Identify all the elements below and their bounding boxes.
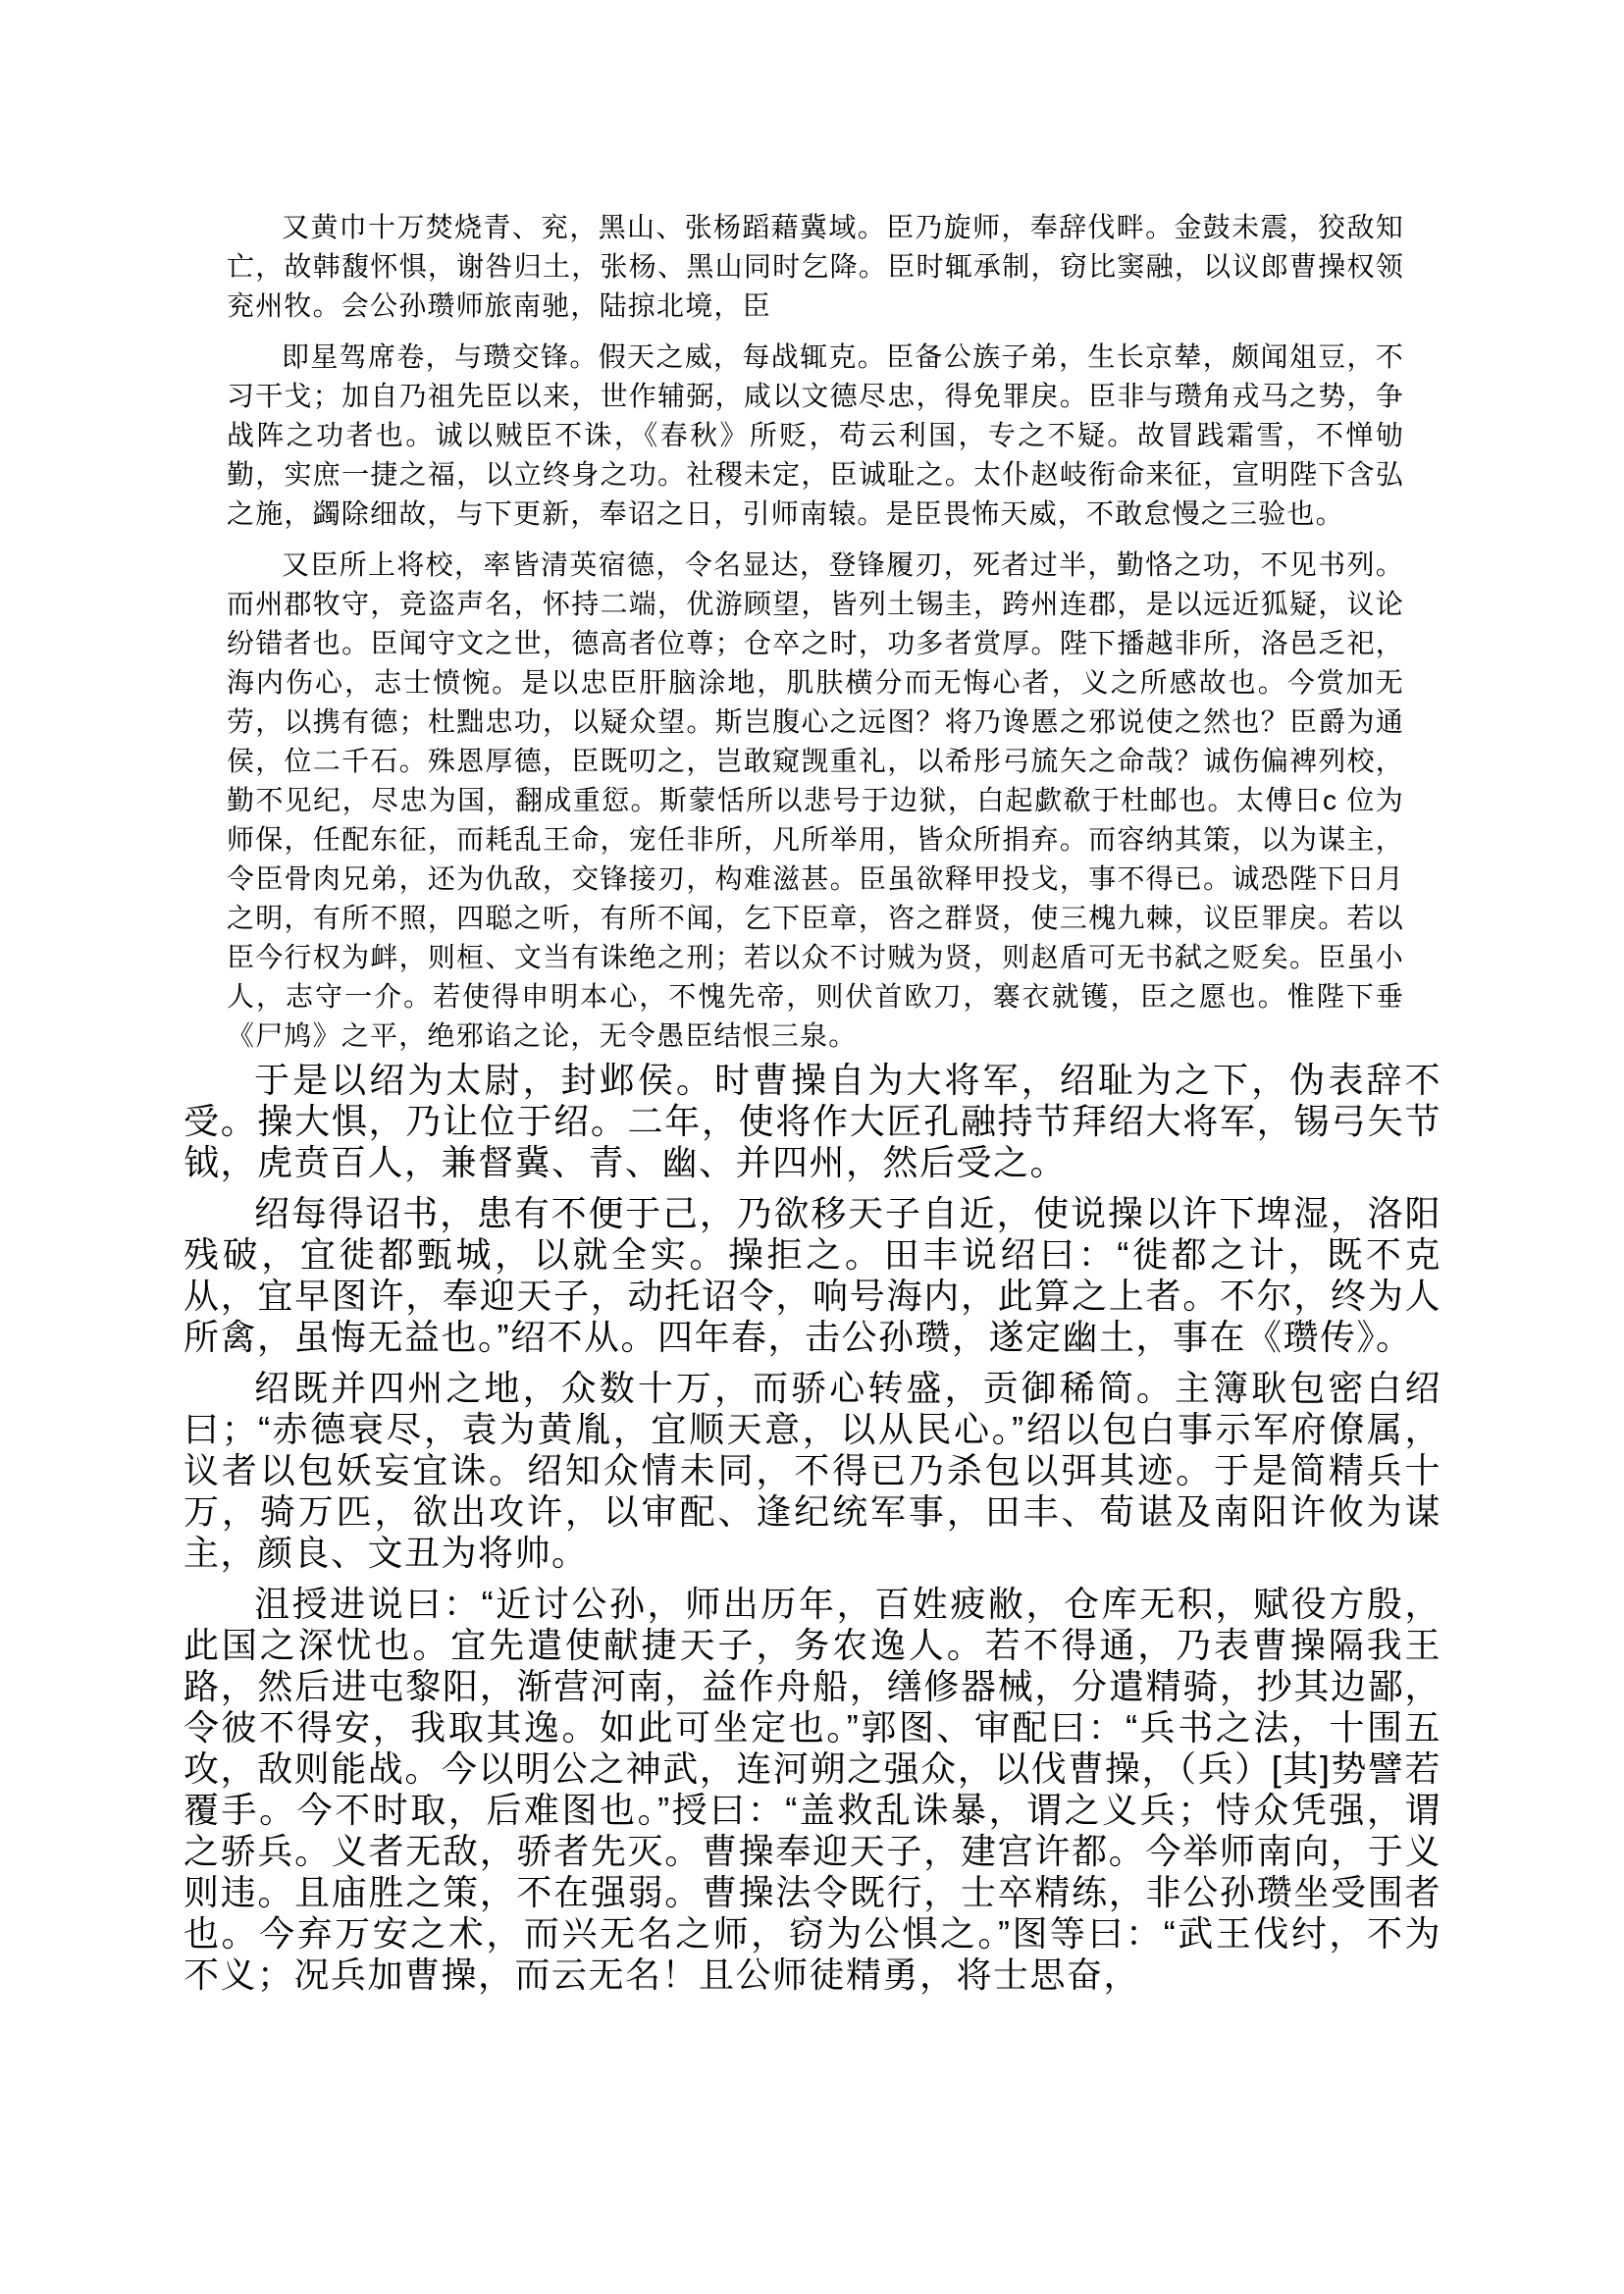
narrative-paragraph: 于是以绍为太尉，封邺侯。时曹操自为大将军，绍耻为之下，伪表辞不受。操大惧，乃让位于绍。二年，使将作大匠孔融持节拜绍大将军，锡弓矢节钺，虎贲百人，兼督冀、青、幽、并四州，然后受之。: [183, 1060, 1441, 1182]
narrative-paragraph: 沮授进说曰：“近讨公孙，师出历年，百姓疲敝，仓库无积，赋役方殷，此国之深忧也。宜先遣使献捷天子，务农逸人。若不得通，乃表曹操隔我王路，然后进屯黎阳，渐营河南，益作舟船，缮修器械，分遣精骑，抄其边鄙，令彼不得安，我取其逸。如此可坐定也。”郭图、审配曰：“兵书之法，十围五攻，敌则能战。今以明公之神武，连河朔之强众，以伐曹操，（兵）[其]势譬若覆手。今不时取，后难图也。”授曰：“盖救乱诛暴，谓之义兵；恃众凭强，谓之骄兵。义者无敌，骄者先灭。曹操奉迎天子，建宫许都。今举师南向，于义则违。且庙胜之策，不在强弱。曹操法令既行，士卒精练，非公孙瓒坐受围者也。今弃万安之术，而兴无名之师，窃为公惧之。”图等曰：“武王伐纣，不为不义；况兵加曹操，而云无名！且公师徒精勇，将士思奋，: [183, 1584, 1441, 1995]
document-content: [183, 208, 1441, 2006]
memorial-quote-paragraph: 即星驾席卷，与瓒交锋。假天之威，每战辄克。臣备公族子弟，生长京辇，颇闻俎豆，不习干戈；加自乃祖先臣以来，世作辅弼，咸以文德尽忠，得免罪戾。臣非与瓒角戎马之势，争战阵之功者也。诚以贼臣不诛，《春秋》所贬，苟云利国，专之不疑。故冒践霜雪，不惮劬勤，实庶一捷之福，以立终身之功。社稷未定，臣诚耻之。太仆赵岐衔命来征，宣明陛下含弘之施，蠲除细故，与下更新，奉诏之日，引师南辕。是臣畏怖天威，不敢怠慢之三验也。: [227, 341, 1404, 529]
narrative-paragraph: 绍既并四州之地，众数十万，而骄心转盛，贡御稀简。主簿耿包密白绍曰；“赤德衰尽，袁为黄胤，宜顺天意，以从民心。”绍以包白事示军府僚属，议者以包妖妄宜诛。绍知众情未同，不得已乃杀包以弭其迹。于是简精兵十万，骑万匹，欲出攻许，以审配、逢纪统军事，田丰、荀谌及南阳许攸为谋主，颜良、文丑为将帅。: [183, 1368, 1441, 1573]
memorial-quote-block: [227, 208, 1404, 1056]
narrative-body-block: [183, 1060, 1441, 1996]
narrative-paragraph: 绍每得诏书，患有不便于己，乃欲移天子自近，使说操以许下埤湿，洛阳残破，宜徙都甄城，以就全实。操拒之。田丰说绍曰：“徙都之计，既不克从，宜早图许，奉迎天子，动托诏令，响号海内，此算之上者。不尔，终为人所禽，虽悔无益也。”绍不从。四年春，击公孙瓒，遂定幽土，事在《瓒传》。: [183, 1193, 1441, 1357]
memorial-quote-paragraph: 又黄巾十万焚烧青、兖，黑山、张杨蹈藉冀域。臣乃旋师，奉辞伐畔。金鼓未震，狡敌知亡，故韩馥怀惧，谢咎归土，张杨、黑山同时乞降。臣时辄承制，窃比窦融，以议郎曹操权领兖州牧。会公孙瓒师旅南驰，陆掠北境，臣: [227, 212, 1404, 321]
memorial-quote-paragraph: 又臣所上将校，率皆清英宿德，令名显达，登锋履刃，死者过半，勤恪之功，不见书列。而州郡牧守，竞盗声名，怀持二端，优游顾望，皆列土锡圭，跨州连郡，是以远近狐疑，议论纷错者也。臣闻守文之世，德高者位尊；仓卒之时，功多者赏厚。陛下播越非所，洛邑乏祀，海内伤心，志士愤惋。是以忠臣肝脑涂地，肌肤横分而无悔心者，义之所感故也。今赏加无劳，以携有德；杜黜忠功，以疑众望。斯岂腹心之远图？将乃谗慝之邪说使之然也？臣爵为通侯，位二千石。殊恩厚德，臣既叨之，岂敢窥觊重礼，以希彤弓旈矢之命哉？诚伤偏裨列校，勤不见纪，尽忠为国，翻成重愆。斯蒙恬所以悲号于边狱，白起歔欷于杜邮也。太傅日c 位为师保，任配东征，而耗乱王命，宠任非所，凡所举用，皆众所捐弃。而容纳其策，以为谋主，令臣骨肉兄弟，还为仇敌，交锋接刃，构难滋甚。臣虽欲释甲投戈，事不得已。诚恐陛下日月之明，有所不照，四聪之听，有所不闻，乞下臣章，咨之群贤，使三槐九棘，议臣罪戾。若以臣今行权为衅，则桓、文当有诛绝之刑；若以众不讨贼为贤，则赵盾可无书弑之贬矣。臣虽小人，志守一介。若使得申明本心，不愧先帝，则伏首欧刀，褰衣就镬，臣之愿也。惟陛下垂《尸鸠》之平，绝邪谄之论，无令愚臣结恨三泉。: [227, 549, 1404, 1051]
